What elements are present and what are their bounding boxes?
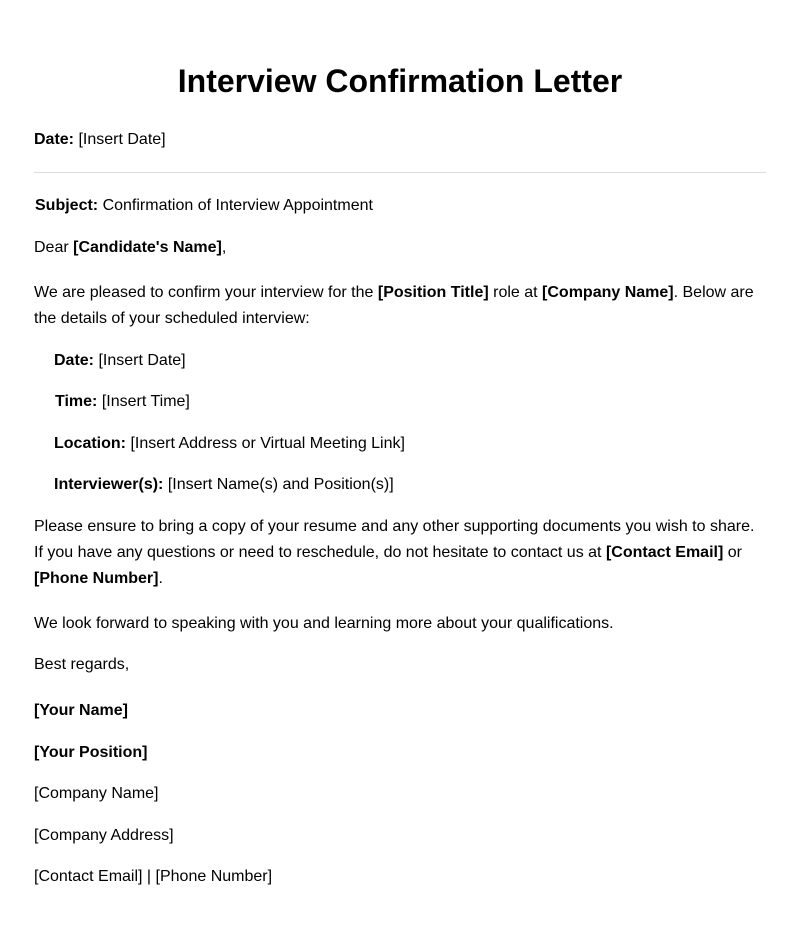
detail-time: [55, 389, 787, 415]
instructions-paragraph: [34, 514, 766, 592]
detail-label: Time:: [55, 393, 98, 410]
detail-value: [Insert Name(s) and Position(s)]: [163, 476, 394, 493]
detail-label: Date:: [54, 352, 95, 369]
greeting-prefix: Dear: [34, 239, 74, 256]
signature-address: [Company Address]: [34, 827, 174, 844]
page-title: Interview Confirmation Letter: [177, 63, 623, 99]
subject-label: Subject:: [35, 197, 99, 214]
detail-label: Location:: [54, 435, 126, 452]
intro-text-1: We are pleased to confirm your interview for the: [34, 284, 378, 301]
greeting-name: [Candidate's Name]: [73, 239, 222, 256]
phone-number: [Phone Number]: [34, 570, 159, 587]
detail-interviewers: [54, 472, 786, 498]
detail-date: [54, 348, 786, 374]
subject-value: Confirmation of Interview Appointment: [98, 197, 373, 214]
sign-off: Best regards,: [34, 656, 130, 673]
signature-contact: [Contact Email] | [Phone Number]: [34, 868, 273, 885]
signature-position: [Your Position]: [34, 744, 148, 761]
greeting: [34, 235, 766, 261]
intro-text-3: . Below are the details of your scheduled interview:: [34, 284, 754, 327]
closing-paragraph: We look forward to speaking with you and learning more about your qualifications.: [34, 615, 614, 632]
intro-company: [Company Name]: [542, 284, 674, 301]
detail-value: [Insert Address or Virtual Meeting Link]: [126, 435, 405, 452]
instructions-text-3: .: [158, 570, 163, 587]
date-value: [Insert Date]: [74, 131, 166, 148]
instructions-text-2: or: [723, 544, 742, 561]
letter-date: [34, 127, 766, 153]
signature-company: [Company Name]: [34, 785, 159, 802]
detail-label: Interviewer(s):: [54, 476, 164, 493]
letter-subject: [35, 193, 767, 219]
detail-location: [54, 431, 786, 457]
detail-value: [Insert Time]: [97, 393, 190, 410]
greeting-suffix: ,: [221, 239, 227, 256]
instructions-text-1: Please ensure to bring a copy of your resume and any other supporting documents you wish to share. If you have any questions or need to reschedule, do not hesitate to contact us at: [34, 518, 755, 561]
contact-email: [Contact Email]: [605, 544, 724, 561]
intro-position: [Position Title]: [377, 284, 489, 301]
intro-text-2: role at: [488, 284, 543, 301]
signature-name: [Your Name]: [34, 702, 128, 719]
divider: [34, 172, 766, 173]
detail-value: [Insert Date]: [94, 352, 186, 369]
date-label: Date:: [34, 131, 75, 148]
intro-paragraph: [34, 280, 766, 332]
